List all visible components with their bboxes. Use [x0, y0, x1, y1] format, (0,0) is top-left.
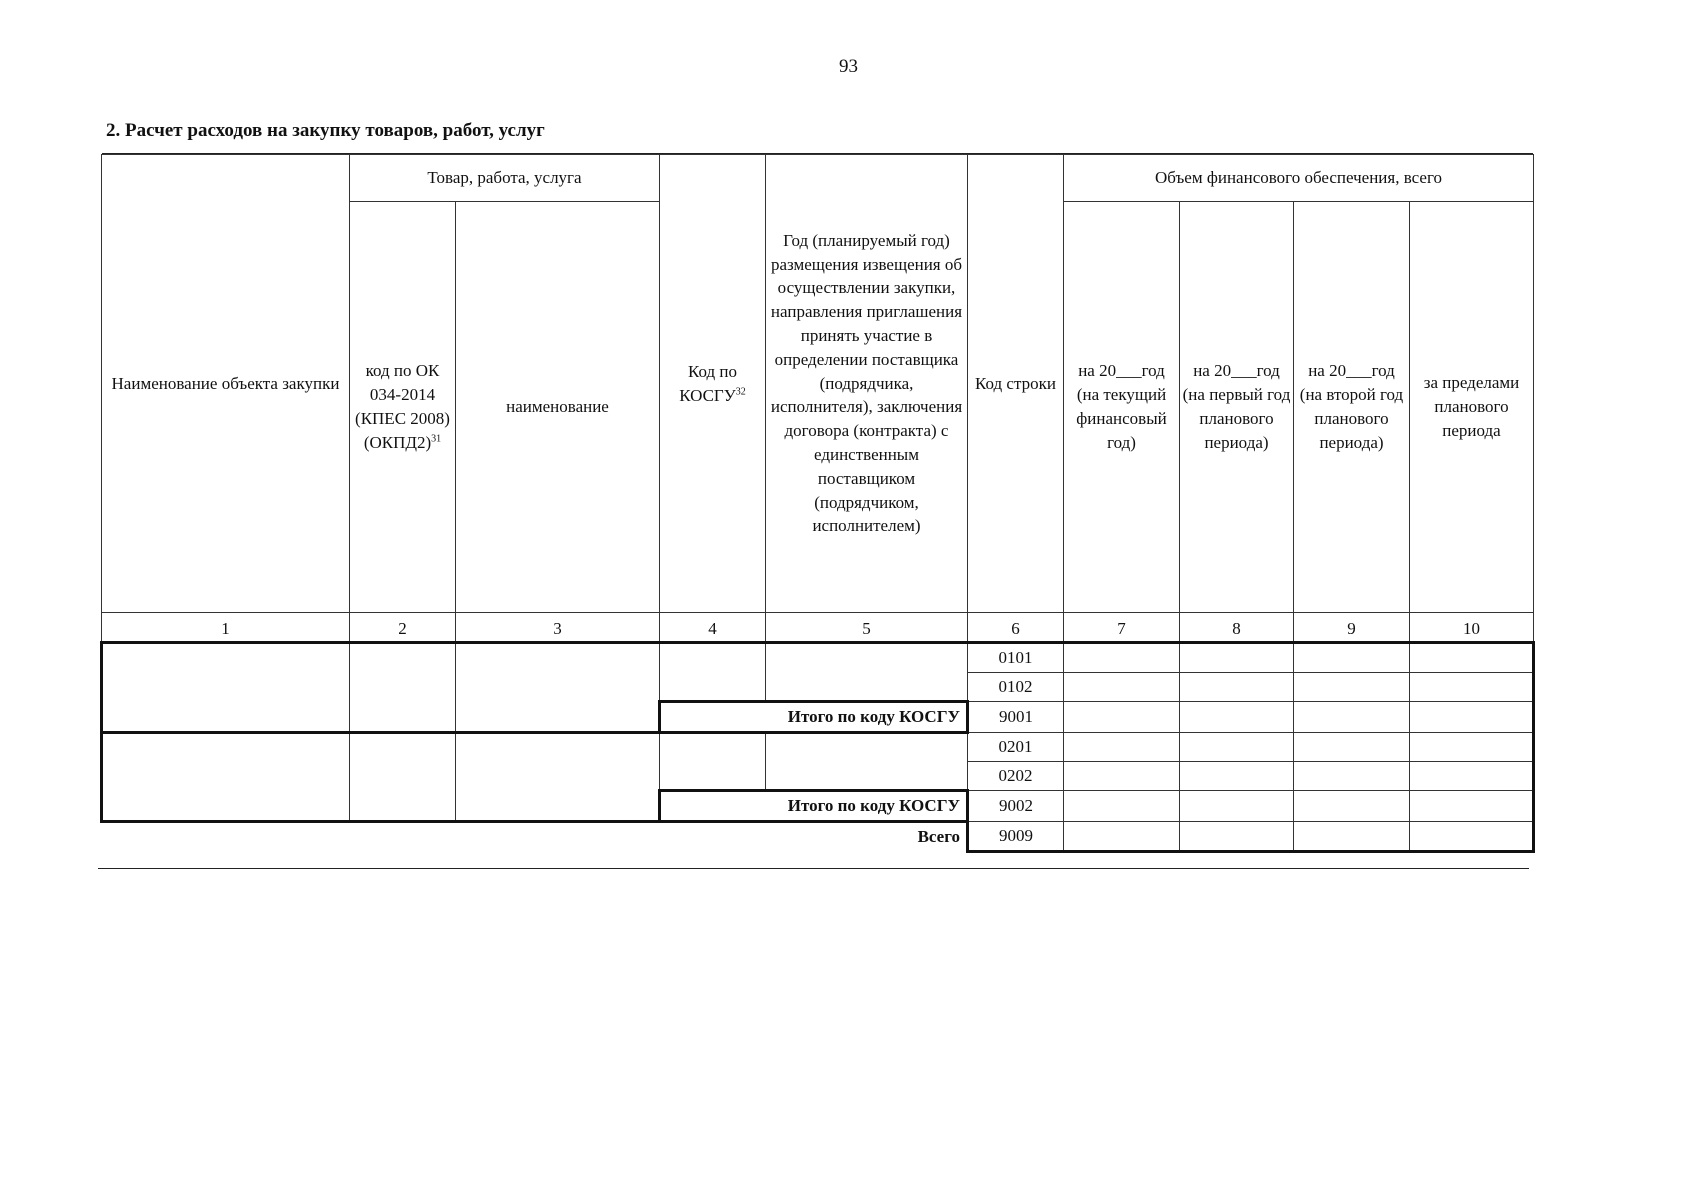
column-number: 10 [1410, 613, 1534, 643]
amount-cell[interactable] [1180, 643, 1294, 673]
empty-cell [456, 822, 660, 852]
bottom-rule [98, 868, 1529, 869]
column-number: 2 [350, 613, 456, 643]
line-code: 0201 [968, 733, 1064, 762]
amount-cell[interactable] [1294, 643, 1410, 673]
line-code: 9002 [968, 791, 1064, 822]
amount-cell[interactable] [1180, 702, 1294, 733]
procurement-expense-table [100, 154, 1535, 853]
header-object-name: Наименование объекта закупки [102, 155, 350, 613]
line-code: 0102 [968, 673, 1064, 702]
object-name-cell[interactable] [102, 643, 350, 733]
amount-cell[interactable] [1064, 673, 1180, 702]
line-code: 9001 [968, 702, 1064, 733]
okpd2-cell[interactable] [350, 643, 456, 733]
column-number: 8 [1180, 613, 1294, 643]
amount-cell[interactable] [1410, 762, 1534, 791]
amount-cell[interactable] [1294, 673, 1410, 702]
amount-cell[interactable] [1410, 673, 1534, 702]
column-number: 1 [102, 613, 350, 643]
amount-cell[interactable] [1294, 702, 1410, 733]
goods-name-cell[interactable] [456, 643, 660, 733]
year-cell[interactable] [766, 733, 968, 791]
column-number: 5 [766, 613, 968, 643]
header-goods-name: наименование [456, 202, 660, 613]
amount-cell[interactable] [1410, 791, 1534, 822]
kosgu-cell[interactable] [660, 643, 766, 702]
line-code: 0202 [968, 762, 1064, 791]
amount-cell[interactable] [1064, 762, 1180, 791]
amount-cell[interactable] [1064, 791, 1180, 822]
header-second-plan-year: на 20___год (на второй год планового периода) [1294, 202, 1410, 613]
header-year: Год (планируемый год) размещения извещения об осуществлении закупки, направления приглашения принять участие в определении поставщика (подрядчика, исполнителя), заключения договора (контракта) с единственным поставщиком (подрядчиком, исполнителем) [766, 155, 968, 613]
amount-cell[interactable] [1064, 822, 1180, 852]
kosgu-cell[interactable] [660, 733, 766, 791]
total-label: Всего [766, 822, 968, 852]
amount-cell[interactable] [1294, 762, 1410, 791]
header-beyond-plan: за пределами планового периода [1410, 202, 1534, 613]
amount-cell[interactable] [1180, 822, 1294, 852]
header-first-plan-year: на 20___год (на первый год планового периода) [1180, 202, 1294, 613]
empty-cell [102, 822, 350, 852]
amount-cell[interactable] [1410, 702, 1534, 733]
okpd2-cell[interactable] [350, 733, 456, 822]
header-okpd2-label: код по ОК 034-2014 (КПЕС 2008) (ОКПД2) [355, 361, 450, 452]
column-number: 4 [660, 613, 766, 643]
subtotal-label: Итого по коду КОСГУ [660, 702, 968, 733]
header-goods-group: Товар, работа, услуга [350, 155, 660, 202]
header-volume-group: Объем финансового обеспечения, всего [1064, 155, 1534, 202]
footnote-32: 32 [735, 385, 746, 397]
footnote-31: 31 [431, 433, 442, 445]
section-title: 2. Расчет расходов на закупку товаров, работ, услуг [106, 120, 545, 141]
amount-cell[interactable] [1410, 733, 1534, 762]
page-number: 93 [839, 56, 858, 77]
amount-cell[interactable] [1294, 822, 1410, 852]
empty-cell [660, 822, 766, 852]
header-okpd2-code [350, 202, 456, 613]
amount-cell[interactable] [1180, 762, 1294, 791]
line-code: 9009 [968, 822, 1064, 852]
amount-cell[interactable] [1294, 733, 1410, 762]
header-kosgu-label: Код по КОСГУ [679, 361, 737, 405]
amount-cell[interactable] [1294, 791, 1410, 822]
column-number: 3 [456, 613, 660, 643]
subtotal-label: Итого по коду КОСГУ [660, 791, 968, 822]
amount-cell[interactable] [1410, 643, 1534, 673]
amount-cell[interactable] [1180, 791, 1294, 822]
column-number: 9 [1294, 613, 1410, 643]
header-current-year: на 20___год (на текущий финансовый год) [1064, 202, 1180, 613]
amount-cell[interactable] [1064, 702, 1180, 733]
empty-cell [350, 822, 456, 852]
goods-name-cell[interactable] [456, 733, 660, 822]
column-number: 7 [1064, 613, 1180, 643]
amount-cell[interactable] [1180, 733, 1294, 762]
header-line-code: Код строки [968, 155, 1064, 613]
year-cell[interactable] [766, 643, 968, 702]
amount-cell[interactable] [1410, 822, 1534, 852]
amount-cell[interactable] [1064, 733, 1180, 762]
line-code: 0101 [968, 643, 1064, 673]
header-kosgu-code [660, 155, 766, 613]
amount-cell[interactable] [1064, 643, 1180, 673]
object-name-cell[interactable] [102, 733, 350, 822]
column-number: 6 [968, 613, 1064, 643]
amount-cell[interactable] [1180, 673, 1294, 702]
